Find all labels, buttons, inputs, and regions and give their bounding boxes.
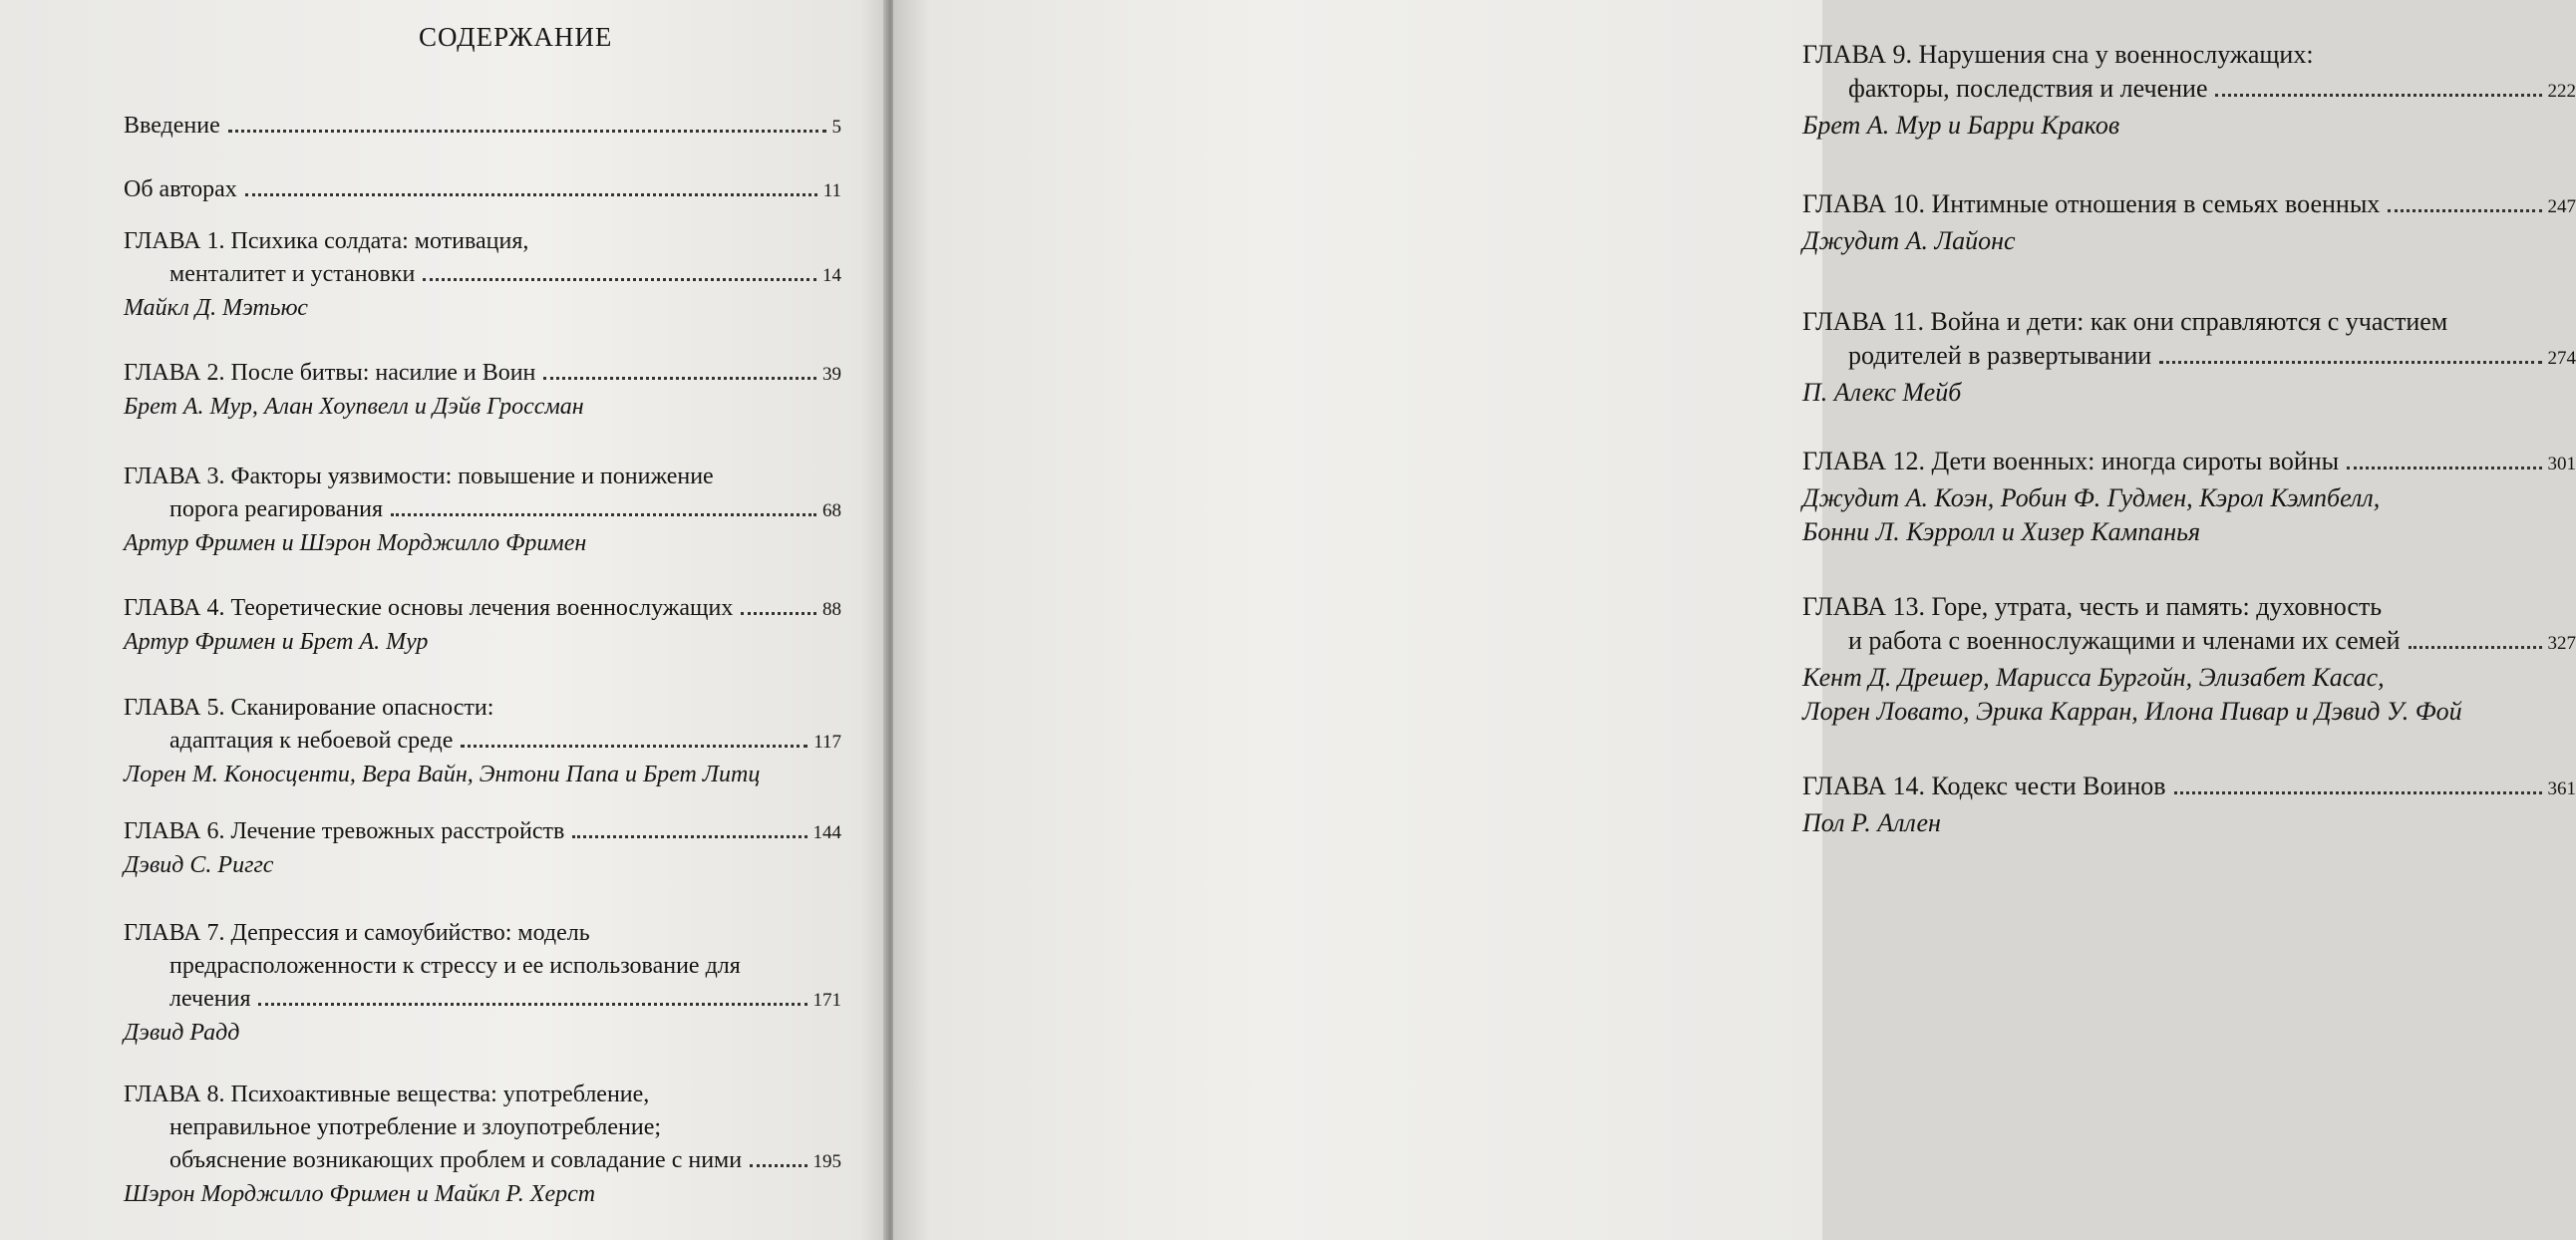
- chapter-title-text: ГЛАВА 6. Лечение тревожных расстройств: [124, 818, 565, 844]
- chapter-title-text: ГЛАВА 5. Сканирование опасности:: [124, 695, 494, 721]
- leader-dots: [2409, 646, 2542, 649]
- toc-entry: [124, 173, 841, 207]
- leader-dots: [2159, 361, 2541, 364]
- chapter-title-text: ГЛАВА 10. Интимные отношения в семьях военных: [1802, 189, 2381, 218]
- page-number: 14: [822, 265, 841, 286]
- toc-entry: [124, 692, 841, 791]
- leader-dots: [2174, 791, 2542, 794]
- page-number: 247: [2547, 196, 2576, 217]
- chapter-title-text: Введение: [124, 113, 220, 139]
- chapter-title-line: [1802, 445, 2576, 481]
- chapter-title-text: ГЛАВА 14. Кодекс чести Воинов: [1802, 772, 2166, 800]
- chapter-title-text: ГЛАВА 8. Психоактивные вещества: употребление,: [124, 1082, 650, 1107]
- chapter-authors: Артур Фримен и Брет А. Мур: [124, 629, 429, 655]
- chapter-title-line: [1802, 590, 2576, 624]
- page-number: 327: [2547, 633, 2576, 654]
- chapter-authors: Джудит А. Коэн, Робин Ф. Гудмен, Кэрол Кэмпбелл,: [1802, 483, 2381, 512]
- chapter-title-continuation: [124, 493, 841, 527]
- chapter-title-continuation: [1802, 72, 2576, 109]
- chapter-authors: Лорен М. Коносценти, Вера Вайн, Энтони Папа и Брет Литц: [124, 762, 761, 787]
- chapter-title-line: [1802, 38, 2576, 72]
- chapter-title-text: родителей в развертывании: [1848, 341, 2152, 370]
- left-page: [0, 0, 887, 1240]
- chapter-title-text: факторы, последствия и лечение: [1848, 74, 2208, 103]
- chapter-title-continuation: [124, 725, 841, 759]
- chapter-title-line: [1802, 305, 2576, 339]
- chapter-title-continuation: [1802, 624, 2576, 661]
- page-number: 301: [2547, 454, 2576, 474]
- chapter-title-text: и работа с военнослужащими и членами их семей: [1848, 626, 2401, 655]
- chapter-title-text: ГЛАВА 11. Война и дети: как они справляются с участием: [1802, 307, 2448, 336]
- chapter-authors: Кент Д. Дрешер, Марисса Бургойн, Элизабет Касас,: [1802, 663, 2385, 692]
- chapter-title-continuation: [124, 1111, 841, 1144]
- chapter-authors: Джудит А. Лайонс: [1802, 226, 2016, 255]
- toc-entry: [124, 357, 841, 424]
- leader-dots: [258, 1003, 806, 1006]
- toc-entry: [1802, 38, 2576, 143]
- leader-dots: [391, 513, 816, 516]
- chapter-title-text: ГЛАВА 2. После битвы: насилие и Воин: [124, 360, 536, 386]
- chapter-authors: Артур Фримен и Шэрон Морджилло Фримен: [124, 530, 587, 556]
- chapter-title-continuation: [124, 1144, 841, 1178]
- chapter-title-line: [124, 592, 841, 626]
- chapter-title-text: предрасположенности к стрессу и ее использование для: [169, 953, 741, 979]
- right-page: [893, 0, 2576, 1240]
- toc-entry: [124, 225, 841, 325]
- toc-entry: [124, 1079, 841, 1211]
- chapter-title-line: [124, 225, 841, 258]
- toc-entry: [124, 917, 841, 1050]
- leader-dots: [461, 745, 807, 748]
- leader-dots: [2347, 466, 2541, 469]
- chapter-title-text: ГЛАВА 1. Психика солдата: мотивация,: [124, 228, 529, 254]
- toc-entry: [1802, 770, 2576, 840]
- chapter-title-continuation: [1802, 339, 2576, 376]
- page-number: 5: [831, 117, 841, 138]
- chapter-title-line: [124, 461, 841, 493]
- leader-dots: [543, 377, 816, 380]
- chapter-title-line: [124, 815, 841, 849]
- chapter-title-continuation: [124, 983, 841, 1017]
- page-number: 274: [2547, 348, 2576, 369]
- page-number: 68: [822, 500, 841, 521]
- toc-entry: [1802, 187, 2576, 258]
- chapter-title-text: ГЛАВА 4. Теоретические основы лечения военнослужащих: [124, 595, 734, 621]
- chapter-title-text: Об авторах: [124, 176, 237, 202]
- chapter-authors: Шэрон Морджилло Фримен и Майкл Р. Херст: [124, 1181, 596, 1207]
- toc-entry: [124, 815, 841, 882]
- chapter-title-line: [124, 110, 841, 144]
- page-number: 222: [2547, 81, 2576, 102]
- chapter-authors: Бонни Л. Кэрролл и Хизер Кампанья: [1802, 517, 2201, 546]
- chapter-title-text: адаптация к небоевой среде: [169, 728, 454, 754]
- chapter-title-line: [124, 692, 841, 725]
- chapter-title-line: [124, 357, 841, 391]
- chapter-authors: Дэвид С. Риггс: [124, 852, 274, 878]
- chapter-authors: Лорен Ловато, Эрика Карран, Илона Пивар и Дэвид У. Фой: [1802, 697, 2462, 726]
- chapter-title-text: ГЛАВА 12. Дети военных: иногда сироты войны: [1802, 447, 2340, 475]
- chapter-authors: Дэвид Радд: [124, 1020, 240, 1046]
- chapter-title-text: ГЛАВА 9. Нарушения сна у военнослужащих:: [1802, 40, 2314, 69]
- toc-entry: [1802, 590, 2576, 729]
- chapter-authors: Пол Р. Аллен: [1802, 808, 1941, 837]
- leader-dots: [741, 612, 816, 615]
- page-number: 361: [2547, 778, 2576, 799]
- chapter-title-text: менталитет и установки: [169, 261, 416, 287]
- chapter-title-line: [1802, 770, 2576, 806]
- leader-dots: [423, 278, 816, 281]
- chapter-title-text: ГЛАВА 13. Горе, утрата, честь и память: духовность: [1802, 592, 2383, 621]
- chapter-title-text: ГЛАВА 3. Факторы уязвимости: повышение и понижение: [124, 464, 714, 489]
- toc-entry: [1802, 445, 2576, 549]
- toc-entry: [1802, 305, 2576, 410]
- chapter-title-line: [124, 173, 841, 207]
- chapter-title-continuation: [124, 258, 841, 292]
- toc-entry: [124, 461, 841, 560]
- chapter-authors: Майкл Д. Мэтьюс: [124, 295, 308, 321]
- toc-title: СОДЕРЖАНИЕ: [419, 22, 613, 52]
- chapter-title-line: [124, 917, 841, 950]
- chapter-authors: Брет А. Мур и Барри Краков: [1802, 111, 2120, 140]
- page-number: 171: [812, 990, 841, 1011]
- chapter-title-text: порога реагирования: [169, 496, 384, 522]
- page-number: 88: [822, 599, 841, 620]
- chapter-title-text: объяснение возникающих проблем и совладание с ними: [169, 1147, 743, 1173]
- leader-dots: [572, 835, 806, 838]
- page-number: 11: [822, 180, 841, 201]
- chapter-title-continuation: [124, 950, 841, 983]
- toc-entry: [124, 592, 841, 659]
- leader-dots: [228, 130, 826, 133]
- chapter-title-line: [124, 1079, 841, 1111]
- chapter-title-text: ГЛАВА 7. Депрессия и самоубийство: модель: [124, 920, 590, 946]
- page-number: 117: [813, 732, 841, 753]
- leader-dots: [2215, 94, 2541, 97]
- page-number: 39: [822, 364, 841, 385]
- chapter-title-line: [1802, 187, 2576, 224]
- leader-dots: [750, 1164, 806, 1167]
- chapter-authors: П. Алекс Мейб: [1802, 378, 1962, 407]
- page-number: 195: [812, 1151, 841, 1172]
- chapter-title-text: лечения: [169, 986, 251, 1012]
- leader-dots: [245, 193, 817, 196]
- bleed-through-text: [120, 40, 461, 108]
- leader-dots: [2388, 209, 2541, 212]
- chapter-authors: Брет А. Мур, Алан Хоупвелл и Дэйв Гроссман: [124, 394, 584, 420]
- chapter-title-text: неправильное употребление и злоупотребление;: [169, 1114, 662, 1140]
- toc-entry: [124, 110, 841, 144]
- page-number: 144: [812, 822, 841, 843]
